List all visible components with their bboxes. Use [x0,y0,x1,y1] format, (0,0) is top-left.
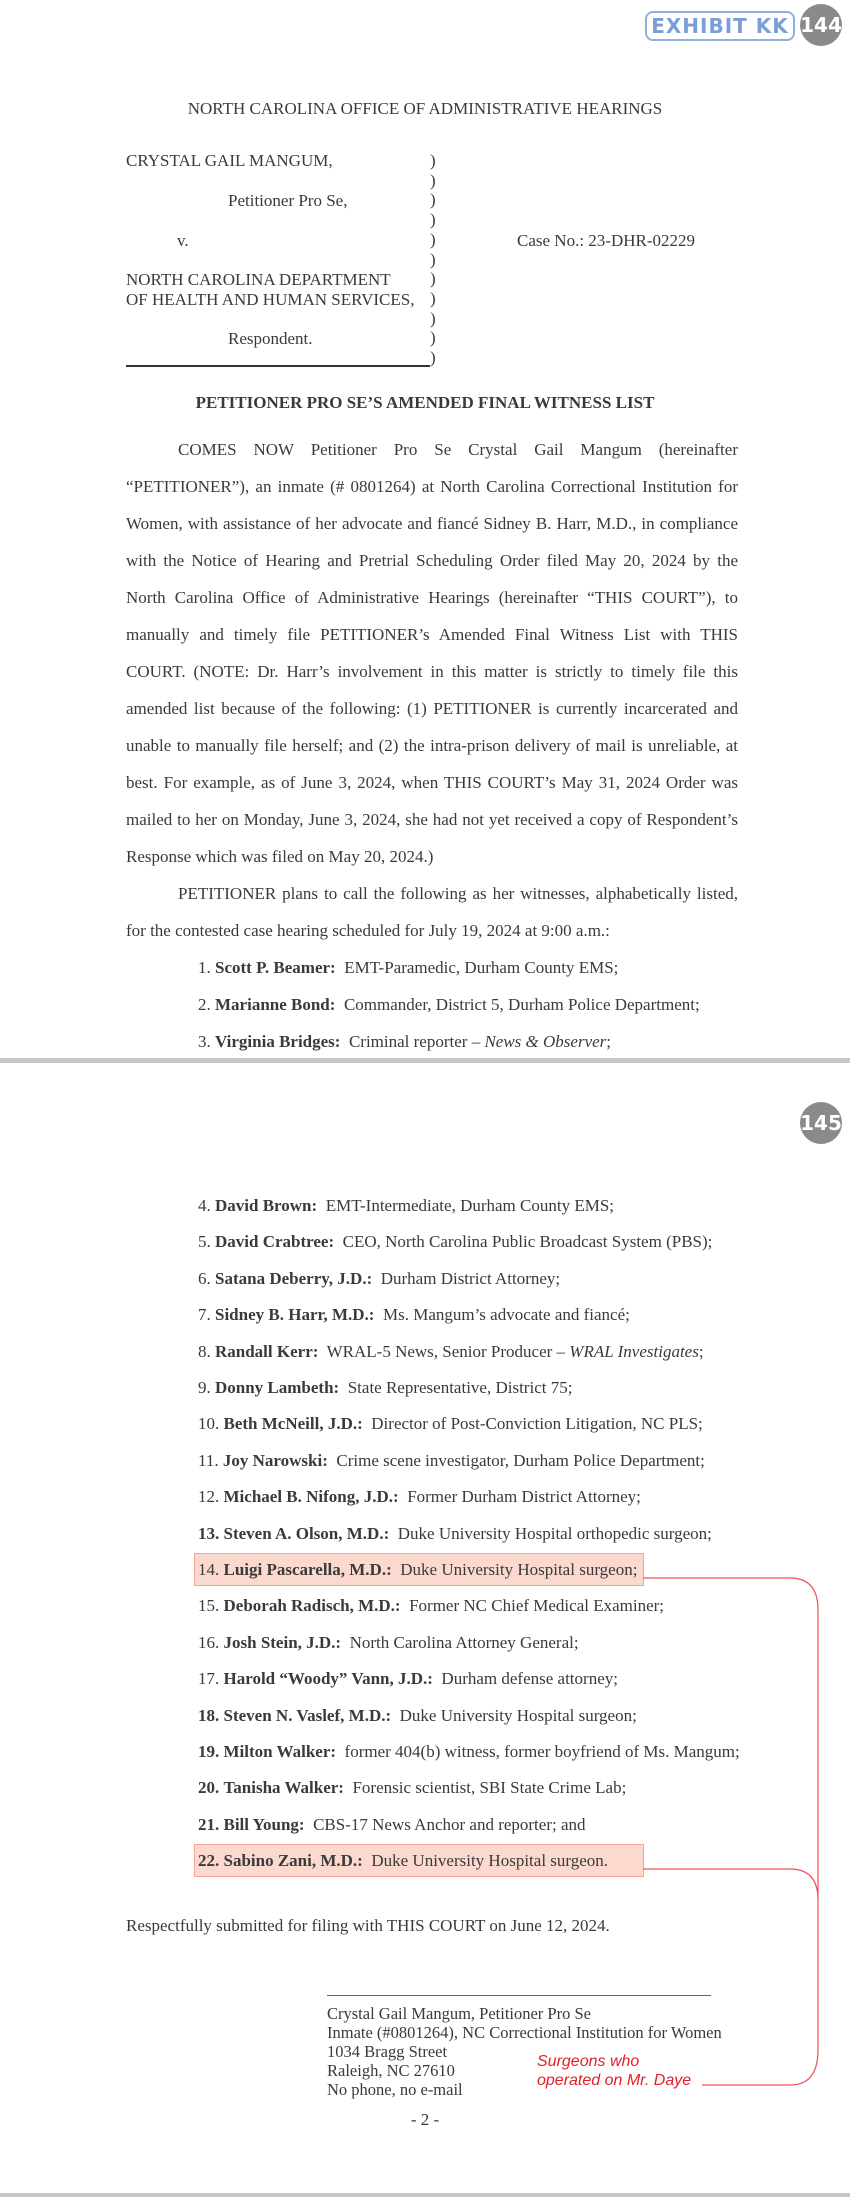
signature-street: 1034 Bragg Street [327,2042,448,2061]
caption-paren: ) [430,229,436,249]
witness-description: North Carolina Attorney General; [349,1632,579,1652]
witness-name: Michael B. Nifong, J.D.: [223,1487,399,1507]
witness-number: 13. [198,1523,220,1543]
witness-name: Josh Stein, J.D.: [223,1632,342,1652]
caption-paren: ) [430,170,436,190]
annotation-line1: Surgeons who [537,2053,640,2070]
connector-line-14 [643,1578,818,2085]
witness-description: Duke University Hospital surgeon; [400,1560,638,1579]
witness-number: 4. [198,1196,211,1215]
witness-description: Criminal reporter – [348,1032,485,1051]
witness-number: 17. [198,1669,220,1689]
witness-name: Donny Lambeth: [215,1378,340,1397]
signature-city: Raleigh, NC 27610 [327,2061,455,2080]
witness-number: 11. [198,1450,219,1470]
witness-name: Marianne Bond: [215,995,336,1014]
signature-inmate: Inmate (#0801264), NC Correctional Institution for Women [327,2023,722,2042]
caption-paren: ) [430,328,436,348]
witness-number: 2. [198,995,211,1014]
page-marker-145: 145 [800,1102,842,1144]
annotation-line2: operated on Mr. Daye [537,2072,692,2089]
petitioner-role: Petitioner Pro Se, [228,191,348,210]
signature-contact: No phone, no e-mail [327,2080,463,2099]
page-bottom-separator [0,2193,850,2197]
witness-name: Deborah Radisch, M.D.: [223,1596,401,1616]
witness-number: 14. [198,1560,220,1579]
witness-description: CEO, North Carolina Public Broadcast System (PBS); [342,1232,713,1252]
witness-number: 3. [198,1032,211,1051]
witness-name: Virginia Bridges: [215,1032,341,1051]
witness-description: Durham defense attorney; [441,1669,618,1689]
witness-number: 10. [198,1414,220,1434]
witness-number: 16. [198,1632,220,1652]
witness-description: Commander, District 5, Durham Police Department; [343,995,700,1014]
witness-number: 12. [198,1487,220,1507]
page-marker-144: 144 [800,4,842,46]
caption-paren: ) [430,308,436,328]
submission-statement: Respectfully submitted for filing with THIS COURT on June 12, 2024. [126,1916,610,1935]
intro-paragraph: COMES NOW Petitioner Pro Se Crystal Gail Mangum (hereinafter “PETITIONER”), an inmate (# 0801264) at North Carolina Correctional Institution for Women, with assistance of her advocate and fiancé Sidney B. Harr, M.D., in compliance with the Notice of Hearing and Pretrial Scheduling Order filed May 20, 2024 by the North Carolina Office of Administrative Hearings (hereinafter “THIS COURT”), to manually and timely file PETITIONER’s Amended Final Witness List with THIS COURT. (NOTE: Dr. Harr’s involvement in this matter is strictly to timely file this amended list because of the following: (1) PETITIONER is currently incarcerated and unable to manually file herself; and (2) the intra-prison delivery of mail is unreliable, at best. For example, as of June 3, 2024, when THIS COURT’s May 31, 2024 Order was mailed to her on Monday, June 3, 2024, she had not yet received a copy of Respondent’s Response which was filed on May 20, 2024.) [126,440,738,866]
witness-number: 20. [198,1778,220,1798]
connector-line-22 [643,1869,818,1900]
witness-description: Duke University Hospital surgeon; [399,1705,637,1725]
document-title: PETITIONER PRO SE’S AMENDED FINAL WITNESS LIST [195,393,655,412]
witness-number: 22. [198,1851,220,1871]
page-footer: - 2 - [410,2110,440,2129]
witness-description: Durham District Attorney; [380,1268,561,1288]
witness-description: Crime scene investigator, Durham Police Department; [336,1450,705,1470]
witness-name: Tanisha Walker: [223,1778,344,1798]
witness-name: Sidney B. Harr, M.D.: [215,1305,375,1325]
caption-paren: ) [430,151,436,170]
witness-publication: News & Observer [484,1032,607,1051]
witness-publication: WRAL Investigates [569,1341,699,1361]
court-heading: NORTH CAROLINA OFFICE OF ADMINISTRATIVE HEARINGS [187,99,663,118]
caption-paren: ) [430,210,436,230]
witness-name: David Crabtree: [215,1232,335,1252]
case-number: Case No.: 23-DHR-02229 [517,231,696,250]
witness-name: Scott P. Beamer: [215,958,336,977]
witness-number: 18. [198,1705,220,1725]
witness-intro-paragraph: PETITIONER plans to call the following as her witnesses, alphabetically listed, for the contested case hearing scheduled for July 19, 2024 at 9:00 a.m.: [126,884,738,940]
witness-number: 21. [198,1814,220,1834]
witness-description: CBS-17 News Anchor and reporter; and [313,1814,586,1834]
respondent-line1: NORTH CAROLINA DEPARTMENT [126,270,391,289]
witness-name: Bill Young: [223,1814,305,1834]
versus: v. [177,231,189,250]
caption-paren: ) [430,249,436,269]
witness-number: 9. [198,1378,211,1397]
witness-description: EMT-Paramedic, Durham County EMS; [344,958,619,977]
witness-number: 5. [198,1232,211,1252]
caption-paren: ) [430,190,436,210]
witness-description: former 404(b) witness, former boyfriend of Ms. Mangum; [344,1742,740,1761]
witness-tail: ; [606,1032,612,1051]
exhibit-stamp: EXHIBIT KK [645,11,795,41]
witness-number: 6. [198,1268,211,1288]
witness-number: 15. [198,1596,220,1616]
witness-name: Sabino Zani, M.D.: [223,1851,363,1871]
respondent-line2: OF HEALTH AND HUMAN SERVICES, [126,290,415,309]
witness-name: Randall Kerr: [215,1341,319,1361]
caption-paren: ) [430,288,436,308]
witness-tail: ; [698,1341,704,1361]
signature-name: Crystal Gail Mangum, Petitioner Pro Se [327,2004,591,2023]
petitioner-name: CRYSTAL GAIL MANGUM, [126,151,333,170]
witness-description: Former NC Chief Medical Examiner; [409,1596,665,1616]
caption-paren: ) [430,269,436,289]
witness-number: 8. [198,1341,211,1361]
respondent-role: Respondent. [228,329,313,348]
witness-description: Director of Post-Conviction Litigation, NC PLS; [371,1414,703,1434]
witness-number: 7. [198,1305,211,1325]
witness-description: Duke University Hospital orthopedic surgeon; [397,1523,712,1543]
witness-description: Former Durham District Attorney; [407,1487,641,1507]
witness-name: Milton Walker: [223,1742,337,1761]
witness-description: Forensic scientist, SBI State Crime Lab; [352,1778,627,1798]
witness-name: Joy Narowski: [222,1450,328,1470]
witness-description: State Representative, District 75; [347,1378,573,1397]
witness-description: WRAL-5 News, Senior Producer – [326,1341,570,1361]
witness-name: David Brown: [215,1196,318,1215]
witness-name: Steven N. Vaslef, M.D.: [223,1705,392,1725]
witness-name: Harold “Woody” Vann, J.D.: [223,1669,433,1689]
witness-number: 19. [198,1742,220,1761]
witness-number: 1. [198,958,211,977]
witness-name: Steven A. Olson, M.D.: [223,1523,390,1543]
witness-description: Ms. Mangum’s advocate and fiancé; [382,1305,630,1325]
witness-description: EMT-Intermediate, Durham County EMS; [325,1196,615,1215]
witness-name: Luigi Pascarella, M.D.: [223,1560,392,1579]
witness-name: Satana Deberry, J.D.: [215,1268,373,1288]
caption-paren: ) [430,348,436,368]
witness-name: Beth McNeill, J.D.: [223,1414,363,1434]
witness-description: Duke University Hospital surgeon. [371,1851,609,1871]
